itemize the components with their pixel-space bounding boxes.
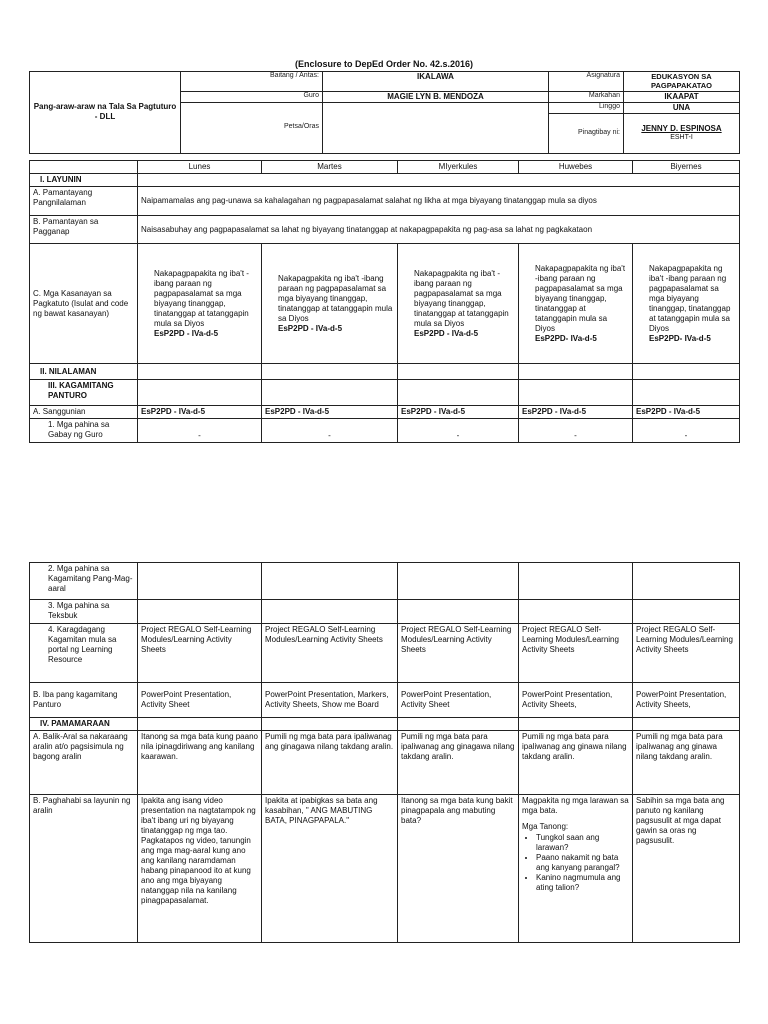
baitang-value: IKALAWA bbox=[323, 72, 549, 92]
karagdagang-value: Project REGALO Self-Learning Modules/Learning Activity Sheets bbox=[262, 624, 398, 683]
empty-cell bbox=[398, 364, 519, 380]
balik-aral-value: Pumili ng mga bata para ipaliwanag ang ginagawa nilang takdang aralin. bbox=[398, 731, 519, 795]
pinagtibay-cell bbox=[624, 113, 740, 153]
dll-table-1 bbox=[29, 160, 740, 443]
empty-cell bbox=[262, 380, 398, 406]
empty-cell bbox=[519, 364, 633, 380]
asignatura-label: Asignatura bbox=[549, 72, 624, 92]
kasanayan-label: C. Mga Kasanayan sa Pagkatuto (Isulat and code ng bawat kasanayan) bbox=[30, 244, 138, 364]
kagamitang-heading: III. KAGAMITANG PANTURO bbox=[30, 380, 138, 406]
iba-pang-kagamitan-label: B. Iba pang kagamitang Panturo bbox=[30, 683, 138, 718]
sanggunian-code: EsP2PD - IVa-d-5 bbox=[398, 406, 519, 419]
petsa-label: Petsa/Oras bbox=[181, 102, 323, 153]
karagdagang-value: Project REGALO Self-Learning Modules/Learning Activity Sheets bbox=[519, 624, 633, 683]
day-lunes: Lunes bbox=[138, 161, 262, 174]
nilalaman-heading: II. NILALAMAN bbox=[30, 364, 138, 380]
iba-value: PowerPoint Presentation, Activity Sheet bbox=[398, 683, 519, 718]
balik-aral-value: Pumili ng mga bata para ipaliwanag ang ginagawa nilang takdang aralin. bbox=[262, 731, 398, 795]
markahan-label: Markahan bbox=[549, 91, 624, 102]
kasanayan-code: EsP2PD - IVa-d-5 bbox=[414, 328, 479, 338]
empty-cell bbox=[633, 380, 740, 406]
day-miyerkules: MIyerkules bbox=[398, 161, 519, 174]
empty-cell bbox=[138, 364, 262, 380]
empty-cell bbox=[398, 600, 519, 624]
kasanayan-code: EsP2PD - IVa-d-5 bbox=[278, 323, 343, 333]
gabay-guro-label: 1. Mga pahina sa Gabay ng Guro bbox=[30, 419, 138, 443]
kasanayan-cell bbox=[138, 244, 262, 364]
kasanayan-code: EsP2PD - IVa-d-5 bbox=[154, 328, 219, 338]
sanggunian-code: EsP2PD - IVa-d-5 bbox=[138, 406, 262, 419]
tanong-item: • Paano nakamit ng bata ang kanyang parangal? bbox=[536, 853, 629, 873]
dll-title: Pang-araw-araw na Tala Sa Pagtuturo - DLL bbox=[30, 72, 181, 154]
empty-cell bbox=[633, 600, 740, 624]
pinagtibay-label: Pinagtibay ni: bbox=[549, 113, 624, 153]
karagdagang-value: Project REGALO Self-Learning Modules/Learning Activity Sheets bbox=[633, 624, 740, 683]
gabay-value: - bbox=[519, 419, 633, 443]
sanggunian-code: EsP2PD - IVa-d-5 bbox=[519, 406, 633, 419]
karagdagang-kagamitan-label: 4. Karagdagang Kagamitan mula sa portal ng Learning Resource bbox=[30, 624, 138, 683]
empty-cell bbox=[633, 364, 740, 380]
kasanayan-text: Nakapagpapakita ng iba't -ibang paraan ng pagpapasalamat sa mga biyayang tinanggap, tinatanggap at tatanggapin mula sa Diyos bbox=[154, 268, 249, 328]
paghahabi-value: Ipakita ang isang video presentation na nagtatampok ng iba't ibang uri ng biyayang tinatanggap ng mga tao. Pagkatapos ng video, tanungin ang mga mag-aaral kung ano ang kanilang naramdaman habang pinapanood ito at kung ano ang mga biyayang natanggap nila na kanilang pinagpapasalamat. bbox=[138, 795, 262, 943]
empty-cell bbox=[519, 563, 633, 600]
karagdagang-value: Project REGALO Self-Learning Modules/Learning Activity Sheets bbox=[398, 624, 519, 683]
empty-cell bbox=[138, 380, 262, 406]
iba-value: PowerPoint Presentation, Markers, Activity Sheets, Show me Board bbox=[262, 683, 398, 718]
paghahabi-cell-huwebes bbox=[519, 795, 633, 943]
empty-cell bbox=[519, 718, 633, 731]
baitang-label: Baitang / Antas: bbox=[181, 72, 323, 92]
dll-table-2 bbox=[29, 562, 740, 943]
day-martes: Martes bbox=[262, 161, 398, 174]
layunin-heading: I. LAYUNIN bbox=[30, 174, 138, 187]
empty-cell bbox=[633, 563, 740, 600]
header-table bbox=[29, 71, 740, 154]
empty-cell bbox=[138, 563, 262, 600]
linggo-value: UNA bbox=[624, 102, 740, 113]
kasanayan-text: Nakapagpapakita ng iba't -ibang paraan ng pagpapasalamat sa mga biyayang tinanggap, tinatanggap at tatanggapin mula sa Diyos bbox=[649, 263, 731, 333]
pinagtibay-name: JENNY D. ESPINOSA bbox=[641, 123, 722, 133]
paghahabi-value: Ipakita at ipabigkas sa bata ang kasabihan, " ANG MABUTING BATA, PINAGPAPALA." bbox=[262, 795, 398, 943]
kasanayan-cell bbox=[398, 244, 519, 364]
pamantayan-pagganap-label: B. Pamantayan sa Pagganap bbox=[30, 216, 138, 244]
kasanayan-cell bbox=[262, 244, 398, 364]
sanggunian-label: A. Sanggunian bbox=[30, 406, 138, 419]
empty-cell bbox=[633, 718, 740, 731]
day-biyernes: Biyernes bbox=[633, 161, 740, 174]
empty-cell bbox=[398, 380, 519, 406]
gabay-value: - bbox=[262, 419, 398, 443]
balik-aral-label: A. Balik-Aral sa nakaraang aralin at/o pagsisimula ng bagong aralin bbox=[30, 731, 138, 795]
iba-value: PowerPoint Presentation, Activity Sheet bbox=[138, 683, 262, 718]
asignatura-value: EDUKASYON SA PAGPAPAKATAO bbox=[624, 72, 740, 92]
empty-cell bbox=[262, 563, 398, 600]
pamantayang-pangnilalaman-label: A. Pamantayang Pangnilalaman bbox=[30, 187, 138, 216]
guro-label: Guro bbox=[181, 91, 323, 102]
kasanayan-code: EsP2PD- IVa-d-5 bbox=[649, 333, 711, 343]
mga-tanong-label: Mga Tanong: bbox=[522, 822, 569, 831]
linggo-label: Linggo bbox=[549, 102, 624, 113]
sanggunian-code: EsP2PD - IVa-d-5 bbox=[262, 406, 398, 419]
blank-corner bbox=[30, 161, 138, 174]
kasanayan-cell bbox=[519, 244, 633, 364]
kasanayan-text: Nakapagpakita ng iba't -ibang paraan ng pagpapasalamat sa mga biyayang tinanggap, tinatanggap at tatanggapin mula sa Diyos bbox=[278, 273, 393, 323]
gabay-value: - bbox=[138, 419, 262, 443]
kasanayan-text: Nakapagpakita ng iba't -ibang paraan ng pagpapasalamat sa mga biyayang tinanggap, tinatanggap at tatanggapin mula sa Diyos bbox=[414, 268, 509, 328]
pamamaraan-heading: IV. PAMAMARAAN bbox=[30, 718, 138, 731]
empty-cell bbox=[398, 718, 519, 731]
pamantayang-pangnilalaman-text: Naipamamalas ang pag-unawa sa kahalagahan ng pagpapasalamat salahat ng likha at mga biyayang tinatanggap mula sa diyos bbox=[138, 187, 740, 216]
kasanayan-cell bbox=[633, 244, 740, 364]
day-huwebes: Huwebes bbox=[519, 161, 633, 174]
paghahabi-value: Magpakita ng mga larawan sa mga bata. bbox=[522, 796, 629, 815]
paghahabi-value: Sabihin sa mga bata ang panuto ng kanilang pagsusulit at mga dapat gawin sa oras ng pagsusulit. bbox=[633, 795, 740, 943]
empty-cell bbox=[262, 600, 398, 624]
tanong-item: • Kanino nagmumula ang ating talion? bbox=[536, 873, 629, 893]
gabay-value: - bbox=[633, 419, 740, 443]
paghahabi-value: Itanong sa mga bata kung bakit pinagpapala ang mabuting bata? bbox=[398, 795, 519, 943]
karagdagang-value: Project REGALO Self-Learning Modules/Learning Activity Sheets bbox=[138, 624, 262, 683]
empty-cell bbox=[519, 380, 633, 406]
mga-tanong-list bbox=[536, 833, 629, 893]
teksbuk-label: 3. Mga pahina sa Teksbuk bbox=[30, 600, 138, 624]
empty-cell bbox=[138, 600, 262, 624]
kasanayan-text: Nakapagpapakita ng iba't -ibang paraan ng pagpapasalamat sa mga biyayang tinanggap, tinatanggap at tatanggapin mula sa Diyos bbox=[535, 263, 626, 333]
pamantayan-pagganap-text: Naisasabuhay ang pagpapasalamat sa lahat ng biyayang tinatanggap at nakapagpapakita ng pag-asa sa lahat ng pagkakataon bbox=[138, 216, 740, 244]
days-header-row bbox=[30, 161, 740, 174]
empty-cell bbox=[398, 563, 519, 600]
iba-value: PowerPoint Presentation, Activity Sheets, bbox=[633, 683, 740, 718]
empty-cell bbox=[519, 600, 633, 624]
balik-aral-value: Itanong sa mga bata kung paano nila ipinagdiriwang ang kanilang kaarawan. bbox=[138, 731, 262, 795]
markahan-value: IKAAPAT bbox=[624, 91, 740, 102]
kasanayan-code: EsP2PD- IVa-d-5 bbox=[535, 333, 597, 343]
paghahabi-label: B. Paghahabi sa layunin ng aralin bbox=[30, 795, 138, 943]
gabay-value: - bbox=[398, 419, 519, 443]
layunin-blank bbox=[138, 174, 740, 187]
empty-cell bbox=[138, 718, 262, 731]
pinagtibay-title: ESHT-I bbox=[670, 133, 693, 141]
tanong-item: • Tungkol saan ang larawan? bbox=[536, 833, 629, 853]
balik-aral-value: Pumili ng mga bata para ipaliwanag ang ginawa nilang takdang aralin. bbox=[519, 731, 633, 795]
empty-cell bbox=[262, 364, 398, 380]
kagamitang-mag-aaral-label: 2. Mga pahina sa Kagamitang Pang-Mag-aaral bbox=[30, 563, 138, 600]
enclosure-note: (Enclosure to DepEd Order No. 42.s.2016) bbox=[294, 59, 474, 69]
guro-value: MAGIE LYN B. MENDOZA bbox=[323, 91, 549, 102]
iba-value: PowerPoint Presentation, Activity Sheets, bbox=[519, 683, 633, 718]
sanggunian-code: EsP2PD - IVa-d-5 bbox=[633, 406, 740, 419]
empty-cell bbox=[262, 718, 398, 731]
petsa-value bbox=[323, 102, 549, 153]
balik-aral-value: Pumili ng mga bata para ipaliwanag ang ginawa nilang takdang aralin. bbox=[633, 731, 740, 795]
